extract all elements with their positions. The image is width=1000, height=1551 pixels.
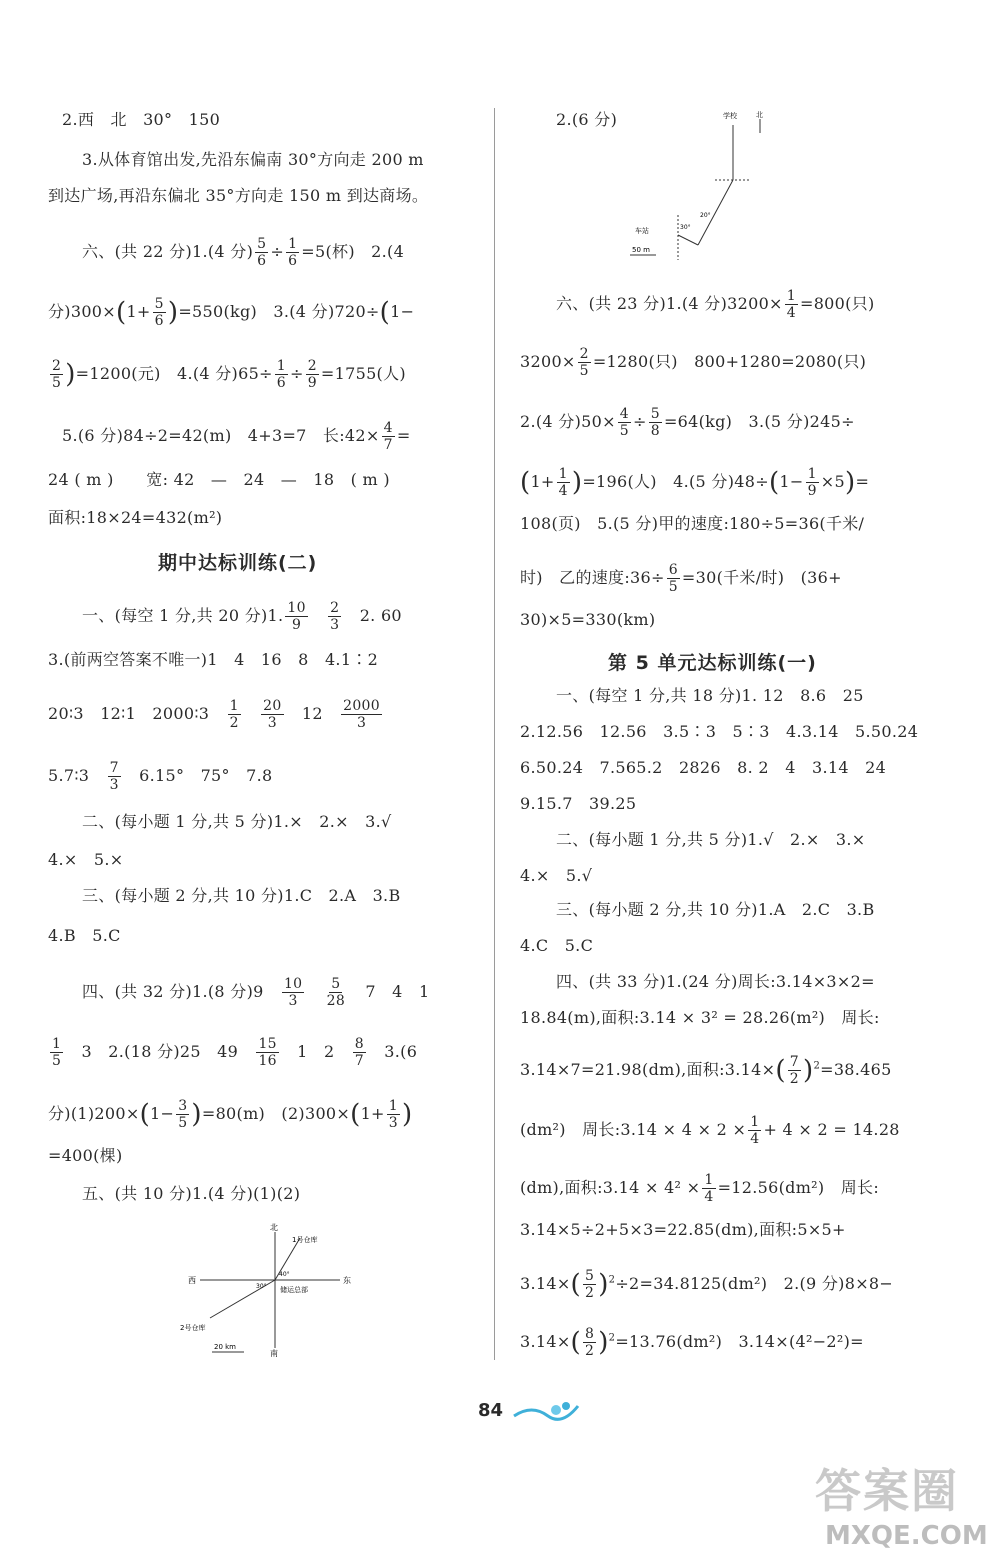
answer-line: 4.× 5.× (48, 850, 124, 869)
answer-line: 3.从体育馆出发,先沿东偏南 30°方向走 200 m (82, 150, 424, 169)
answer-line: 一、(每空 1 分,共 18 分)1. 12 8.6 25 (556, 686, 864, 705)
answer-line: 二、(每小题 1 分,共 5 分)1.√ 2.× 3.× (556, 830, 866, 849)
answer-line: (1+ $\frac{1}{4}$ )=196(人) 4.(5 分)48÷(1− $\frac{1}{9}$ ×5)= (520, 466, 870, 499)
column-divider (494, 108, 495, 1360)
answer-line: 到达广场,再沿东偏北 35°方向走 150 m 到达商场。 (48, 186, 429, 205)
answer-line: 2.12.56 12.56 3.5∶3 5∶3 4.3.14 5.50.24 (520, 722, 919, 741)
answer-line: 二、(每小题 1 分,共 5 分)1.× 2.× 3.√ (82, 812, 392, 831)
map-scale-label: 50 m (632, 246, 650, 254)
hq-label: 储运总部 (280, 1286, 308, 1294)
answer-line: 2.(4 分)50× $\frac{4}{5}$ ÷ $\frac{5}{8}$ =64(kg) 3.(5 分)245÷ (520, 406, 855, 439)
answer-line: 108(页) 5.(5 分)甲的速度:180÷5=36(千米/ (520, 514, 865, 533)
watermark-url: MXQE.COM (825, 1521, 988, 1551)
answer-line: 3.14×( $\frac{5}{2}$ )$^2$÷2=34.8125(dm²) 2.(9 分)8×8− (520, 1268, 894, 1301)
answer-line: 面积:18×24=432(m²) (48, 508, 223, 527)
map-north-label: 北 (756, 111, 763, 119)
answer-line: 9.15.7 39.25 (520, 794, 637, 813)
answer-line: $\frac{2}{5}$ )=1200(元) 4.(4 分)65÷ $\frac{1}{6}$ ÷ $\frac{2}{9}$ =1755(人) (52, 358, 406, 391)
answer-line: 18.84(m),面积:3.14 × 3² = 28.26(m²) 周长: (520, 1008, 880, 1027)
section-title: 第 5 单元达标训练(一) (608, 652, 817, 674)
answer-line: 5.7∶3 $\frac{7}{3}$ 6.15° 75° 7.8 (48, 760, 273, 793)
school-label: 学校 (723, 112, 737, 120)
answer-line: 30)×5=330(km) (520, 610, 656, 629)
map-scale-label: 20 km (214, 1343, 237, 1351)
answer-line: 三、(每小题 2 分,共 10 分)1.C 2.A 3.B (82, 886, 401, 905)
angle-label: 30° (256, 1283, 267, 1290)
map-south-label: 南 (270, 1349, 278, 1358)
answer-line: 时) 乙的速度:36÷ $\frac{6}{5}$ =30(千米/时) (36+ (520, 562, 842, 595)
map-north-label: 北 (270, 1223, 278, 1232)
map-east-label: 东 (343, 1276, 351, 1285)
answer-line: 六、(共 23 分)1.(4 分)3200× $\frac{1}{4}$ =800(只) (556, 288, 875, 321)
map-west-label: 西 (188, 1276, 196, 1285)
answer-line: 四、(共 32 分)1.(8 分)9 $\frac{10}{3}$ $\frac{5}{28}$ 7 4 1 (82, 976, 430, 1009)
warehouse-direction-map (180, 1220, 360, 1360)
answer-line: 三、(每小题 2 分,共 10 分)1.A 2.C 3.B (556, 900, 875, 919)
answer-line: 2.(6 分) (556, 110, 618, 129)
answer-line: =400(棵) (48, 1146, 123, 1165)
answer-line: 分)300×(1+ $\frac{5}{6}$ )=550(kg) 3.(4 分)720÷(1− (48, 296, 415, 329)
answer-line: 24 ( m ) 宽: 42 — 24 — 18 ( m ) (48, 470, 390, 489)
answer-line: (dm),面积:3.14 × 4² × $\frac{1}{4}$ =12.56(dm²) 周长: (520, 1172, 880, 1205)
answer-line: 3.14×7=21.98(dm),面积:3.14×( $\frac{7}{2}$ )$^2$=38.465 (520, 1054, 892, 1087)
watermark-text: 答案圈 (815, 1464, 959, 1518)
answer-line: $\frac{1}{5}$ 3 2.(18 分)25 49 $\frac{15}{16}$ 1 2 $\frac{8}{7}$ 3.(6 (52, 1036, 418, 1069)
answer-line: 6.50.24 7.565.2 2826 8. 2 4 3.14 24 (520, 758, 887, 777)
answer-line: 4.C 5.C (520, 936, 594, 955)
watermark (815, 1455, 988, 1551)
answer-line: 六、(共 22 分)1.(4 分) $\frac{5}{6}$ ÷ $\frac{1}{6}$ =5(杯) 2.(4 (82, 236, 405, 269)
answer-line: 五、(共 10 分)1.(4 分)(1)(2) (82, 1184, 301, 1203)
answer-line: 4.B 5.C (48, 926, 121, 945)
decorative-leaf-icon (512, 1398, 582, 1426)
warehouse-2-label: 2号仓库 (180, 1324, 206, 1332)
answer-line: 一、(每空 1 分,共 20 分)1. $\frac{10}{9}$ $\frac{2}{3}$ 2. 60 (82, 600, 402, 633)
answer-line: 3.(前两空答案不唯一)1 4 16 8 4.1∶2 (48, 650, 379, 669)
answer-line: 分)(1)200×(1− $\frac{3}{5}$ )=80(m) (2)300×(1+ $\frac{1}{3}$ ) (48, 1098, 413, 1131)
answer-line: 3.14×( $\frac{8}{2}$ )$^2$=13.76(dm²) 3.14×(4²−2²)= (520, 1326, 864, 1359)
angle-label: 20° (700, 212, 711, 219)
page-number: 84 (478, 1400, 504, 1421)
answer-line: 2.西 北 30° 150 (62, 110, 221, 129)
angle-label: 40° (279, 1271, 290, 1278)
warehouse-1-label: 1号仓库 (292, 1236, 318, 1244)
answer-line: 20∶3 12∶1 2000∶3 $\frac{1}{2}$ $\frac{20}{3}$ 12 $\frac{2000}{3}$ (48, 698, 380, 731)
answer-line: 4.× 5.√ (520, 866, 593, 885)
answer-line: 5.(6 分)84÷2=42(m) 4+3=7 长:42× $\frac{4}{7}$ = (62, 420, 411, 453)
answer-line: (dm²) 周长:3.14 × 4 × 2 × $\frac{1}{4}$ + 4 × 2 = 14.28 (520, 1114, 900, 1147)
station-label: 车站 (635, 227, 649, 235)
answer-line: 3.14×5÷2+5×3=22.85(dm),面积:5×5+ (520, 1220, 846, 1239)
section-title: 期中达标训练(二) (158, 552, 318, 574)
angle-label: 30° (680, 224, 691, 231)
answer-line: 3200× $\frac{2}{5}$ =1280(只) 800+1280=2080(只) (520, 346, 867, 379)
route-direction-map (630, 105, 780, 265)
answer-line: 四、(共 33 分)1.(24 分)周长:3.14×3×2= (556, 972, 875, 991)
